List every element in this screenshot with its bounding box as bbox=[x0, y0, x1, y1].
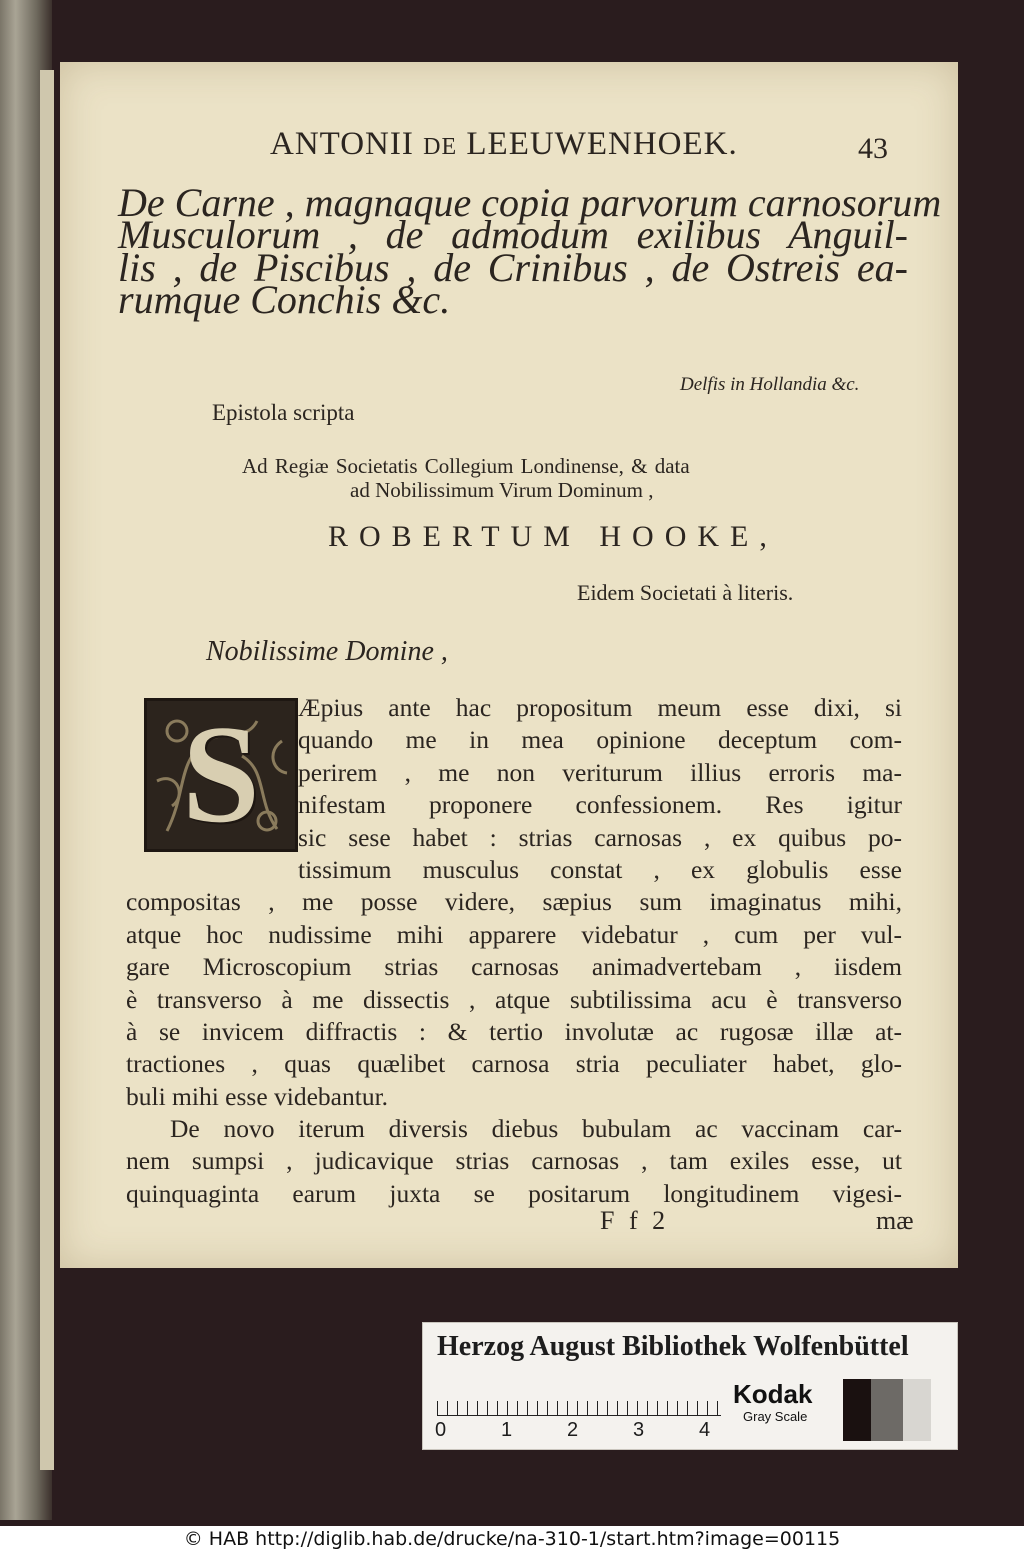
title-line: lis , de Piscibus , de Crinibus , de Ostreis ea- bbox=[118, 244, 908, 290]
ruler-number: 1 bbox=[501, 1419, 513, 1441]
epistola-label: Epistola scripta bbox=[212, 400, 355, 425]
body-line: sic sese habet : strias carnosas , ex quibus po- bbox=[298, 822, 902, 852]
copyright-footer: © HAB http://diglib.hab.de/drucke/na-310-1/start.htm?image=00115 bbox=[0, 1526, 1024, 1553]
ruler-number: 3 bbox=[633, 1419, 645, 1441]
body-line: De novo iterum diversis diebus bubulam ac vaccinam car- bbox=[170, 1114, 902, 1144]
gray-scale-label: Gray Scale bbox=[743, 1409, 808, 1424]
place-dateline: Delfis in Hollandia &c. bbox=[680, 374, 860, 395]
address-line-1: Ad Regiæ Societatis Collegium Londinense, & data bbox=[242, 454, 690, 478]
letter-title bbox=[118, 180, 942, 323]
title-line: rumque Conchis &c. bbox=[118, 277, 451, 323]
body-line: tissimum musculus constat , ex globulis esse bbox=[298, 854, 902, 884]
running-head bbox=[270, 126, 738, 163]
society-line: Eidem Societati à literis. bbox=[577, 580, 794, 605]
body-line: nem sumpsi , judicavique strias carnosas , tam exiles esse, ut bbox=[126, 1146, 902, 1176]
letter-body bbox=[126, 692, 902, 1210]
address-line-2: ad Nobilissimum Virum Dominum , bbox=[350, 478, 654, 502]
catchword: mæ bbox=[876, 1206, 914, 1235]
book-edge-inner bbox=[40, 70, 54, 1470]
gray-swatch-light bbox=[903, 1379, 931, 1441]
running-head-surname: LEEUWENHOEK. bbox=[466, 126, 738, 162]
book-page bbox=[60, 62, 958, 1268]
body-line: quinquaginta earum juxta se positarum longitudinem vigesi- bbox=[126, 1178, 902, 1208]
body-line: nifestam proponere confessionem. Res igitur bbox=[298, 790, 902, 820]
ruler-number: 4 bbox=[699, 1419, 711, 1441]
body-line: buli mihi esse videbantur. bbox=[126, 1081, 389, 1111]
gray-swatch-mid bbox=[871, 1379, 903, 1441]
body-line: Æpius ante hac propositum meum esse dixi, si bbox=[298, 693, 902, 722]
color-calibration-chart bbox=[422, 1322, 958, 1450]
running-head-particle: DE bbox=[423, 134, 458, 160]
body-line: perirem , me non veriturum illius erroris ma- bbox=[298, 757, 902, 787]
title-line: De Carne , magnaque copia parvorum carnosorum bbox=[118, 180, 942, 225]
ruler-scale bbox=[437, 1379, 721, 1416]
initial-letter: S bbox=[182, 697, 260, 852]
kodak-brand: Kodak bbox=[733, 1379, 813, 1409]
body-line: atque hoc nudissime mihi apparere videbatur , cum per vul- bbox=[126, 919, 902, 949]
body-line: tractiones , quas quælibet carnosa stria peculiater habet, glo- bbox=[126, 1049, 902, 1079]
body-line: è transverso à me dissectis , atque subtilissima acu è transverso bbox=[126, 984, 902, 1014]
recipient-name: ROBERTUM HOOKE, bbox=[328, 520, 778, 553]
chart-title: Herzog August Bibliothek Wolfenbüttel bbox=[437, 1331, 909, 1362]
ruler-number: 0 bbox=[435, 1419, 447, 1441]
running-head-name: ANTONII bbox=[270, 126, 414, 162]
body-line: à se invicem diffractis : & tertio involutæ ac rugosæ illæ at- bbox=[126, 1016, 902, 1046]
page-number: 43 bbox=[858, 132, 888, 165]
body-line: compositas , me posse videre, sæpius sum imaginatus mihi, bbox=[126, 887, 902, 917]
salutation: Nobilissime Domine , bbox=[206, 636, 448, 667]
body-line: quando me in mea opinione deceptum com- bbox=[298, 725, 902, 755]
body-line: gare Microscopium strias carnosas animadvertebam , iisdem bbox=[126, 952, 902, 982]
gray-swatch-dark bbox=[843, 1379, 871, 1441]
ruler-number: 2 bbox=[567, 1419, 579, 1441]
title-line: Musculorum , de admodum exilibus Anguil- bbox=[118, 212, 908, 258]
signature-mark: F f 2 bbox=[600, 1206, 670, 1235]
